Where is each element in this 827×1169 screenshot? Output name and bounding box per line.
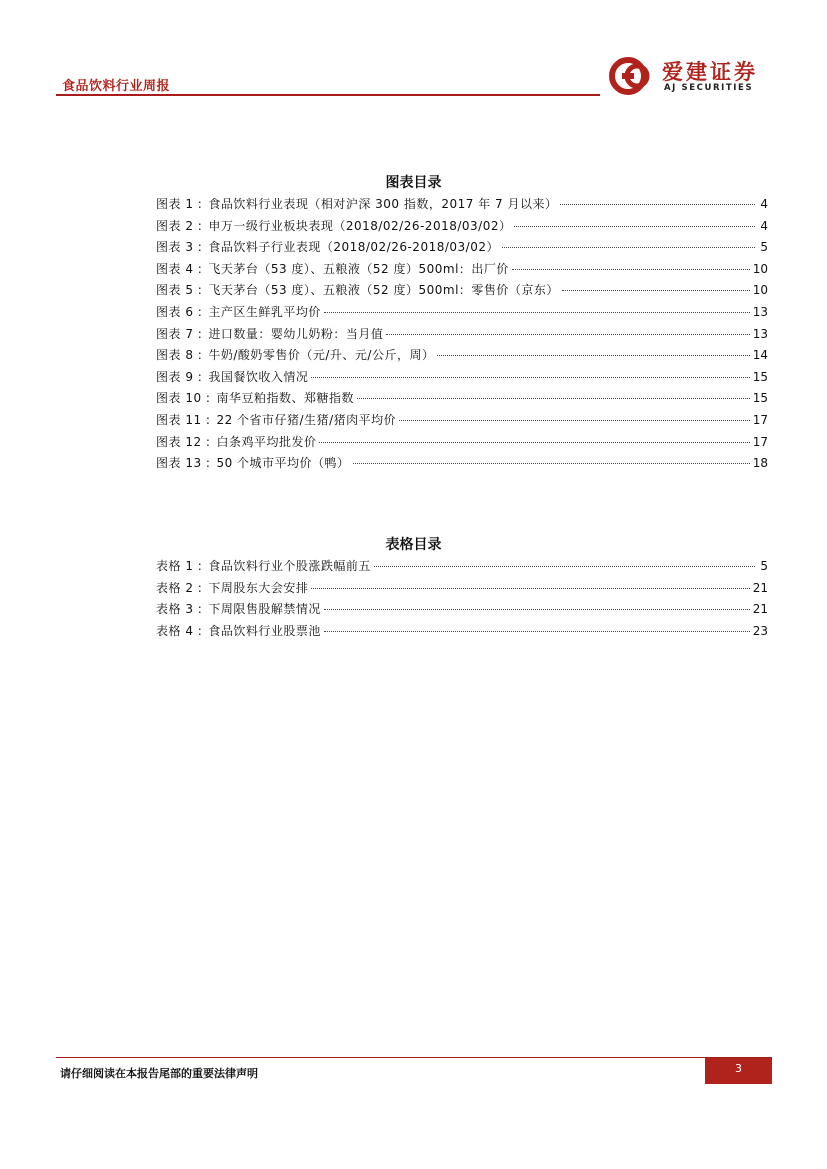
toc-entry-page: 18: [752, 456, 768, 471]
toc-entry-label: 图表 11 :: [156, 412, 211, 427]
toc-entry[interactable]: [156, 432, 768, 454]
tables-toc-title: 表格目录: [385, 537, 442, 553]
toc-dot-leader: [324, 631, 750, 632]
toc-dot-leader: [514, 226, 755, 227]
toc-entry[interactable]: [156, 453, 768, 475]
toc-entry-label: 图表 2 :: [156, 218, 203, 233]
toc-entry-page: 15: [752, 369, 768, 384]
company-logo: [608, 56, 778, 96]
toc-entry-page: 13: [752, 304, 768, 319]
toc-entry[interactable]: [156, 388, 768, 410]
toc-entry[interactable]: [156, 578, 768, 600]
toc-entry-text: 食品饮料行业表现（相对沪深 300 指数，2017 年 7 月以来）: [208, 197, 558, 211]
toc-dot-leader: [386, 334, 749, 335]
toc-dot-leader: [311, 588, 749, 589]
logo-chinese-name: 爱建证券: [662, 59, 758, 84]
toc-entry-label: 图表 13 :: [156, 456, 211, 471]
toc-dot-leader: [357, 398, 750, 399]
toc-dot-leader: [512, 269, 750, 270]
toc-entry-label: 图表 12 :: [156, 434, 211, 449]
toc-entry-text: 我国餐饮收入情况: [208, 369, 309, 384]
footer-disclaimer: 请仔细阅读在本报告尾部的重要法律声明: [60, 1067, 258, 1080]
toc-entry-page: 4: [760, 218, 768, 233]
header-divider: [56, 94, 600, 96]
toc-entry-text: 飞天茅台（53 度）、五粮液（52 度）500ml：出厂价: [208, 261, 509, 276]
toc-entry-label: 图表 1 :: [156, 197, 203, 211]
toc-dot-leader: [311, 377, 749, 378]
toc-entry[interactable]: [156, 302, 768, 324]
toc-entry-page: 17: [752, 412, 768, 427]
toc-entry-text: 50 个城市平均价（鸭）: [216, 456, 350, 471]
toc-entry-page: 17: [752, 434, 768, 449]
toc-entry-label: 图表 8 :: [156, 348, 203, 363]
toc-entry-text: 食品饮料子行业表现（2018/02/26-2018/03/02）: [208, 240, 499, 255]
toc-entry[interactable]: [156, 216, 768, 238]
toc-entry[interactable]: [156, 621, 768, 643]
toc-entry-label: 图表 6 :: [156, 304, 203, 319]
toc-entry[interactable]: [156, 259, 768, 281]
toc-entry-label: 图表 10 :: [156, 391, 211, 406]
toc-entry-label: 图表 9 :: [156, 369, 203, 384]
toc-entry-text: 南华豆粕指数、郑糖指数: [216, 391, 354, 406]
toc-entry[interactable]: [156, 599, 768, 621]
figures-toc-list: [156, 194, 768, 475]
toc-entry[interactable]: [156, 345, 768, 367]
toc-dot-leader: [560, 204, 755, 205]
toc-entry-page: 5: [760, 559, 768, 573]
toc-entry-text: 食品饮料行业股票池: [208, 623, 321, 638]
toc-entry-page: 13: [752, 326, 768, 341]
toc-dot-leader: [324, 312, 750, 313]
toc-entry-text: 进口数量：婴幼儿奶粉：当月值: [208, 326, 384, 341]
toc-entry-page: 15: [752, 391, 768, 406]
toc-entry-text: 下周股东大会安排: [208, 580, 309, 595]
toc-dot-leader: [502, 247, 755, 248]
toc-entry-text: 食品饮料行业个股涨跌幅前五: [208, 559, 371, 573]
toc-dot-leader: [319, 442, 749, 443]
toc-entry-page: 23: [752, 623, 768, 638]
toc-entry-label: 图表 3 :: [156, 240, 203, 255]
toc-dot-leader: [324, 609, 750, 610]
footer-divider: [56, 1057, 772, 1058]
toc-entry-text: 22 个省市仔猪/生猪/猪肉平均价: [216, 412, 397, 427]
toc-entry[interactable]: [156, 280, 768, 302]
toc-entry[interactable]: [156, 324, 768, 346]
toc-entry[interactable]: [156, 410, 768, 432]
logo-mark-icon: [608, 56, 656, 96]
toc-dot-leader: [374, 566, 755, 567]
logo-english-name: AJ SECURITIES: [664, 83, 754, 93]
toc-entry[interactable]: [156, 367, 768, 389]
toc-entry-page: 21: [752, 602, 768, 617]
tables-toc-list: [156, 556, 768, 642]
toc-entry-page: 10: [752, 283, 768, 298]
toc-entry-page: 10: [752, 261, 768, 276]
toc-entry-text: 飞天茅台（53 度）、五粮液（52 度）500ml：零售价（京东）: [208, 283, 559, 298]
toc-entry-page: 4: [760, 197, 768, 211]
toc-entry-label: 表格 4 :: [156, 623, 203, 638]
toc-entry-label: 表格 3 :: [156, 602, 203, 617]
toc-dot-leader: [353, 463, 750, 464]
toc-entry-page: 14: [752, 348, 768, 363]
toc-entry-text: 下周限售股解禁情况: [208, 602, 321, 617]
toc-entry[interactable]: [156, 237, 768, 259]
toc-entry-text: 白条鸡平均批发价: [216, 434, 317, 449]
toc-entry-text: 申万一级行业板块表现（2018/02/26-2018/03/02）: [208, 218, 512, 233]
toc-entry-label: 表格 1 :: [156, 559, 203, 573]
toc-entry-label: 表格 2 :: [156, 580, 203, 595]
toc-dot-leader: [562, 290, 750, 291]
figures-toc-title: 图表目录: [385, 175, 442, 191]
page-number-badge: 3: [705, 1058, 772, 1084]
toc-entry[interactable]: [156, 556, 768, 578]
toc-entry-label: 图表 4 :: [156, 261, 203, 276]
toc-entry-text: 主产区生鲜乳平均价: [208, 304, 321, 319]
toc-entry-label: 图表 5 :: [156, 283, 203, 298]
toc-entry-page: 21: [752, 580, 768, 595]
toc-dot-leader: [399, 420, 750, 421]
toc-entry-page: 5: [760, 240, 768, 255]
toc-dot-leader: [437, 355, 749, 356]
toc-entry-label: 图表 7 :: [156, 326, 203, 341]
report-header-title: 食品饮料行业周报: [62, 79, 171, 94]
toc-entry[interactable]: [156, 194, 768, 216]
toc-entry-text: 牛奶/酸奶零售价（元/升、元/公斤，周）: [208, 348, 435, 363]
